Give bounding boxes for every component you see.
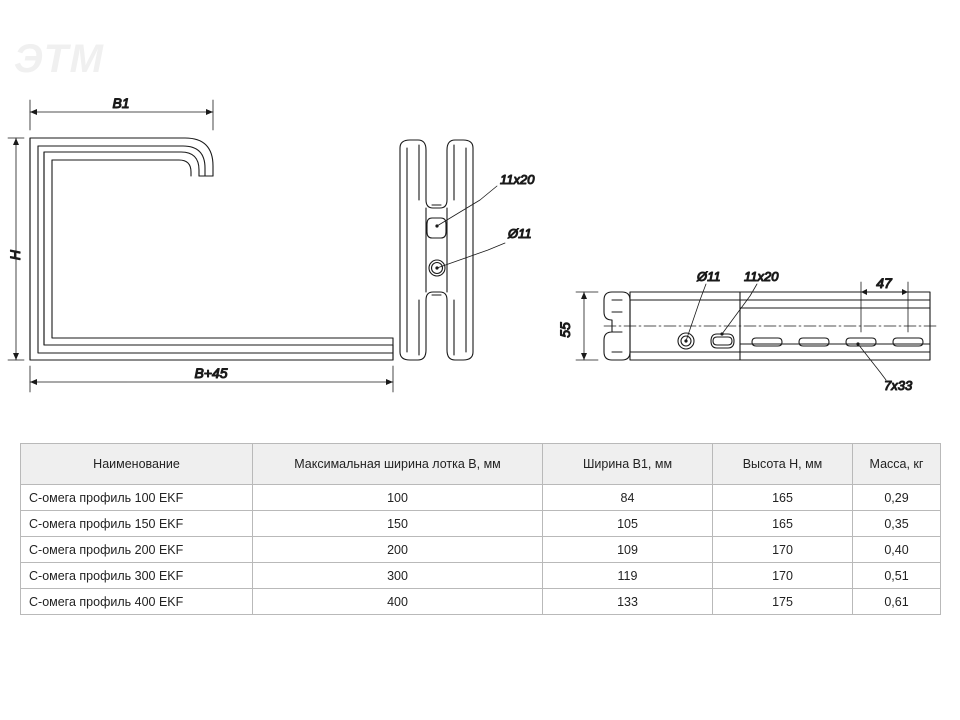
cell-b: 300 bbox=[253, 563, 543, 589]
cell-mass: 0,29 bbox=[853, 485, 941, 511]
header-width-b1: Ширина B1, мм bbox=[543, 444, 713, 485]
cell-name: С-омега профиль 100 EKF bbox=[21, 485, 253, 511]
cell-b1: 105 bbox=[543, 511, 713, 537]
profile-view-long-slots bbox=[752, 338, 923, 346]
profile-view-slot bbox=[711, 334, 734, 348]
dimension-h-label: H bbox=[7, 249, 23, 261]
header-max-width: Максимальная ширина лотка B, мм bbox=[253, 444, 543, 485]
cell-name: С-омега профиль 150 EKF bbox=[21, 511, 253, 537]
cell-b: 150 bbox=[253, 511, 543, 537]
cell-mass: 0,40 bbox=[853, 537, 941, 563]
dimension-bplus45-label: B+45 bbox=[194, 365, 228, 381]
cell-name: С-омега профиль 200 EKF bbox=[21, 537, 253, 563]
cell-b1: 84 bbox=[543, 485, 713, 511]
cell-h: 165 bbox=[713, 485, 853, 511]
cell-h: 165 bbox=[713, 511, 853, 537]
side-view-slot-label: 11x20 bbox=[500, 172, 535, 187]
cell-h: 170 bbox=[713, 537, 853, 563]
table-row bbox=[21, 563, 941, 589]
spec-table bbox=[20, 443, 941, 615]
table-row bbox=[21, 485, 941, 511]
cell-name: С-омега профиль 400 EKF bbox=[21, 589, 253, 615]
cell-h: 170 bbox=[713, 563, 853, 589]
profile-slot-label: 11x20 bbox=[744, 269, 779, 284]
header-mass: Масса, кг bbox=[853, 444, 941, 485]
cell-mass: 0,35 bbox=[853, 511, 941, 537]
profile-hole-label: Ø11 bbox=[697, 269, 721, 284]
side-view-slot bbox=[427, 218, 446, 238]
cell-b: 200 bbox=[253, 537, 543, 563]
profile-view-leaders bbox=[684, 284, 886, 380]
spec-table-wrapper bbox=[20, 443, 940, 615]
watermark-logo: ЭТМ bbox=[14, 37, 104, 81]
profile-view-strip bbox=[604, 292, 938, 360]
cell-b1: 119 bbox=[543, 563, 713, 589]
table-row bbox=[21, 537, 941, 563]
cell-b1: 133 bbox=[543, 589, 713, 615]
cell-mass: 0,61 bbox=[853, 589, 941, 615]
cell-b: 100 bbox=[253, 485, 543, 511]
dimension-h bbox=[8, 138, 24, 360]
profile-long-slot-label: 7x33 bbox=[884, 378, 913, 393]
dimension-55-label: 55 bbox=[557, 322, 573, 338]
dimension-b1-label: B1 bbox=[112, 95, 130, 111]
cell-mass: 0,51 bbox=[853, 563, 941, 589]
side-view-hole-label: Ø11 bbox=[508, 226, 532, 241]
side-view-profile bbox=[400, 140, 473, 360]
front-view-bracket bbox=[30, 138, 393, 360]
dimension-55 bbox=[576, 292, 598, 360]
table-row bbox=[21, 511, 941, 537]
table-row bbox=[21, 589, 941, 615]
cell-b1: 109 bbox=[543, 537, 713, 563]
cell-h: 175 bbox=[713, 589, 853, 615]
cell-b: 400 bbox=[253, 589, 543, 615]
cell-name: С-омега профиль 300 EKF bbox=[21, 563, 253, 589]
dimension-47-label: 47 bbox=[876, 275, 892, 291]
table-header-row bbox=[21, 444, 941, 485]
header-height-h: Высота H, мм bbox=[713, 444, 853, 485]
header-name: Наименование bbox=[21, 444, 253, 485]
